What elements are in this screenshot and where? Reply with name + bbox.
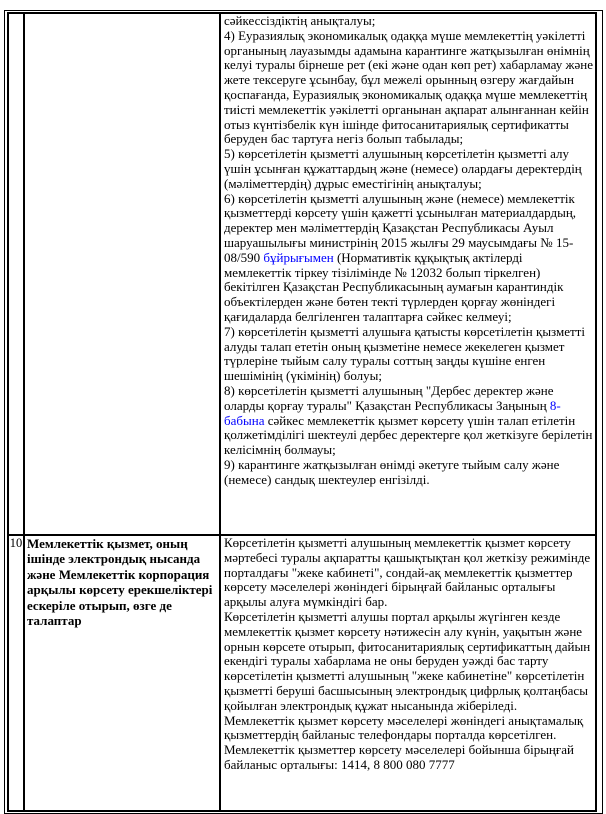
paragraph: 4) Еуразиялық экономикалық одаққа мүше мемлекеттің уәкілетті органының лауазымды адамына карантинге жатқызылған өнімнің келуі туралы бірнеше рет (екі және одан көп рет) хабарламау және жете тексеруге ұсынбау, бұл межелі орынның өзгеру жағдайын қоспағанда, Еуразиялық экономикалық одаққа мүше мемлекеттің тиісті мемлекеттік уәкілетті органынан ақпарат алынғаннан кейін отыз күнтізбелік күн ішінде фитосанитариялық сертификатты беруден бас тартуға негіз болып табылады; [224,27,593,147]
paragraph [224,384,593,458]
paragraph: 9) карантинге жатқызылған өнімді әкетуге тыйым салу және (немесе) сандық шектеулер енгізілді. [224,456,560,487]
document-table-outer-border [4,10,603,814]
row-number-cell: 10 [8,535,24,811]
paragraph: 5) көрсетілетін қызметті алушының көрсетілетін қызметті алу үшін ұсынған құжаттардың және (немесе) олардағы деректердің (мәліметтердің) дұрыс еместігінің анықталуы; [224,146,582,191]
law-article-link[interactable]: 8-бабына [224,397,561,428]
paragraph-text: (Нормативтік құқықтық актілерді мемлекеттік тіркеу тізілімінде № 12032 болып тіркелген) бекітілген Қазақстан Республикасының аумағын карантиндік объектілерден және бөтен текті түрлерден қорғау жөніндегі қағидаларда белгіленген талаптарға сәйкес келмеуі; [224,249,564,324]
requirement-title-cell: Мемлекеттік қызмет, оның ішінде электрондық нысанда және Мемлекеттік корпорация арқылы көрсету ерекшеліктері ескеріле отырып, өзге де талаптар [24,535,220,811]
paragraph-text: 8) көрсетілетін қызметті алушының "Дербес деректер және оларды қорғау туралы" Қазақстан Республикасы Заңының [224,382,554,413]
paragraph-text: 6) көрсетілетін қызметті алушының және (немесе) мемлекеттік қызметтерді көрсету үшін қажетті ұсынылған материалдардың, деректер мен мәліметтердің Қазақстан Республикасы Ауыл шаруашылығы министрінің 2015 жылғы 29 маусымдағы № 15-08/590 [224,190,577,265]
requirements-table [7,12,597,812]
row-number-cell [8,13,24,535]
paragraph: Көрсетілетін қызметті алушының мемлекеттік қызмет көрсету мәртебесі туралы ақпаратты қашықтықтан қол жеткізу режимінде порталдағы "жеке кабинеті", сондай-ақ мемлекеттік қызметтер көрсету мәселелері жөніндегі бірыңғай байланыс орталығы арқылы алуға мүмкіндігі бар. [224,535,591,610]
requirement-title-cell [24,13,220,535]
order-link[interactable]: бұйрығымен [263,249,334,265]
details-cell [220,535,596,811]
paragraph: Мемлекеттік қызмет көрсету мәселелері жөніндегі анықтамалық қызметтердің байланыс телефондары порталда көрсетілген. [224,712,584,743]
table-row-10 [8,535,596,811]
paragraph-text: сәйкес мемлекеттік қызмет көрсету үшін талап етілетін қолжетімділігі шектеулі дербес деректерге қол жеткізуге берілетін келісімнің болмауы; [224,412,593,458]
table-row-continuation [8,13,596,535]
paragraph: сәйкессіздіктің анықталуы; [224,13,376,28]
details-cell [220,13,596,535]
paragraph [224,192,593,325]
paragraph: Көрсетілетін қызметті алушы портал арқылы жүгінген кезде мемлекеттік қызмет көрсету нәтижесін алу күнін, уақытын және орнын көрсете отырып, фитосанитариялық сертификаттың дайын екендігі туралы хабарлама не оны беруден уәжді бас тарту көрсетілетін қызметті алушының "жеке кабинетіне" көрсетілетін қызметті беруші басшысының электрондық цифрлық қолтаңбасы қойылған электрондық құжат нысанында жіберіледі. [224,608,591,713]
paragraph: 7) көрсетілетін қызметті алушыға қатысты көрсетілетін қызметті алуды талап ететін оның қызметіне немесе жекелеген қызмет түрлеріне тыйым салу туралы соттың заңды күшіне енген шешімінің (үкімінің) болуы; [224,323,585,384]
paragraph: Мемлекеттік қызметтер көрсету мәселелері бойынша бірыңғай байланыс орталығы: 1414, 8 800 080 7777 [224,742,574,772]
